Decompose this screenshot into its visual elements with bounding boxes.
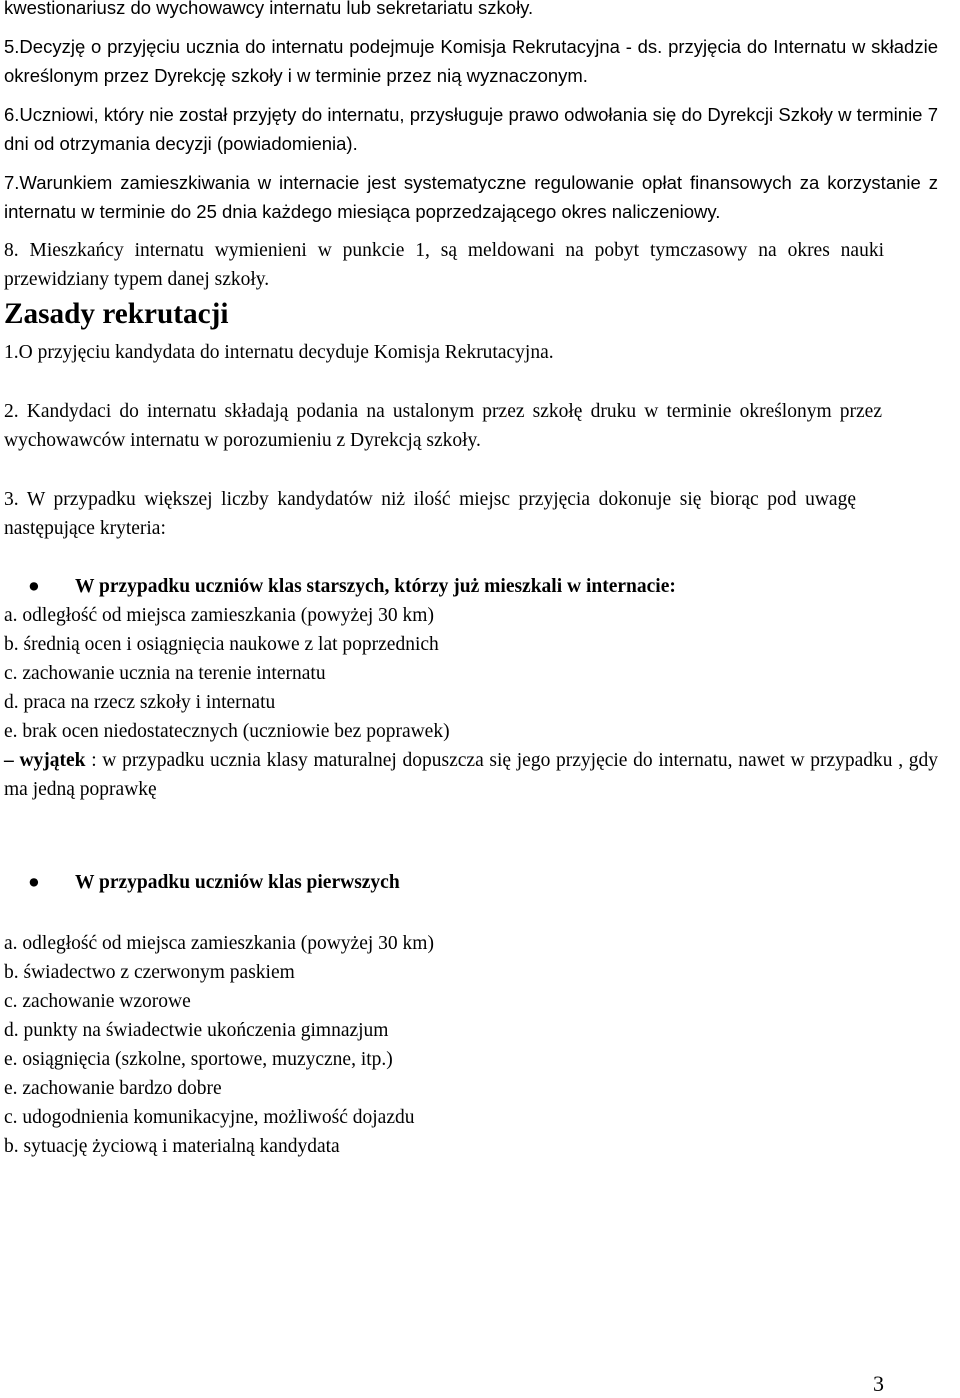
criteria-first-heading xyxy=(4,868,938,897)
criteria-older-item: b. średnią ocen i osiągnięcia naukowe z lat poprzednich xyxy=(4,634,439,655)
criteria-first-item: b. świadectwo z czerwonym paskiem xyxy=(4,962,295,983)
paragraph-top-fragment: kwestionariusz do wychowawcy internatu lub sekretariatu szkoły. xyxy=(4,0,534,18)
exception-label: wyjątek xyxy=(19,750,86,771)
document-page xyxy=(4,0,938,1161)
section-heading-recruitment: Zasady rekrutacji xyxy=(4,298,229,330)
criteria-first-item: e. zachowanie bardzo dobre xyxy=(4,1078,222,1099)
exception-dash: – xyxy=(4,750,14,771)
criteria-older-item: a. odległość od miejsca zamieszkania (powyżej 30 km) xyxy=(4,605,434,626)
paragraph-rule-2: 2. Kandydaci do internatu składają podania na ustalonym przez szkołę druku w terminie określonym przez wychowawców internatu w porozumieniu z Dyrekcją szkoły. xyxy=(4,401,882,451)
paragraph-rule-1: 1.O przyjęciu kandydata do internatu decyduje Komisja Rekrutacyjna. xyxy=(4,342,554,363)
criteria-first-item: c. udogodnienia komunikacyjne, możliwość dojazdu xyxy=(4,1107,415,1128)
paragraph-rule-3: 3. W przypadku większej liczby kandydatów niż ilość miejsc przyjęcia dokonuje się biorąc pod uwagę następujące kryteria: xyxy=(4,489,856,539)
bullet-icon: ● xyxy=(28,872,40,893)
page-number: 3 xyxy=(873,1371,884,1396)
criteria-older-item: c. zachowanie ucznia na terenie internatu xyxy=(4,663,326,684)
criteria-first-item: e. osiągnięcia (szkolne, sportowe, muzyczne, itp.) xyxy=(4,1049,393,1070)
criteria-first-item: a. odległość od miejsca zamieszkania (powyżej 30 km) xyxy=(4,933,434,954)
exception-text: : w przypadku ucznia klasy maturalnej dopuszcza się jego przyjęcie do internatu, nawet w przypadku , gdy ma jedną poprawkę xyxy=(4,750,939,800)
paragraph-item-6: 6.Uczniowi, który nie został przyjęty do internatu, przysługuje prawo odwołania się do Dyrekcji Szkoły w terminie 7 dni od otrzymania decyzji (powiadomienia). xyxy=(4,104,938,154)
criteria-older-heading-text: W przypadku uczniów klas starszych, którzy już mieszkali w internacie: xyxy=(75,576,676,597)
criteria-older-item: e. brak ocen niedostatecznych (uczniowie bez poprawek) xyxy=(4,721,450,742)
criteria-older-item: d. praca na rzecz szkoły i internatu xyxy=(4,692,276,713)
criteria-first-item: c. zachowanie wzorowe xyxy=(4,991,191,1012)
criteria-first-heading-text: W przypadku uczniów klas pierwszych xyxy=(75,872,400,893)
paragraph-item-5: 5.Decyzję o przyjęciu ucznia do internatu podejmuje Komisja Rekrutacyjna - ds. przyjęcia do Internatu w składzie określonym przez Dyrekcję szkoły i w terminie przez nią wyznaczonym. xyxy=(4,36,938,86)
criteria-first-item: d. punkty na świadectwie ukończenia gimnazjum xyxy=(4,1020,389,1041)
paragraph-item-8: 8. Mieszkańcy internatu wymienieni w punkcie 1, są meldowani na pobyt tymczasowy na okres nauki przewidziany typem danej szkoły. xyxy=(4,240,884,290)
paragraph-item-7: 7.Warunkiem zamieszkiwania w internacie jest systematyczne regulowanie opłat finansowych za korzystanie z internatu w terminie do 25 dnia każdego miesiąca poprzedzającego okres naliczeniowy. xyxy=(4,172,938,222)
bullet-icon: ● xyxy=(28,576,40,597)
criteria-older-heading xyxy=(4,572,938,601)
criteria-first-item: b. sytuację życiową i materialną kandydata xyxy=(4,1136,340,1157)
criteria-older-exception xyxy=(4,746,938,804)
